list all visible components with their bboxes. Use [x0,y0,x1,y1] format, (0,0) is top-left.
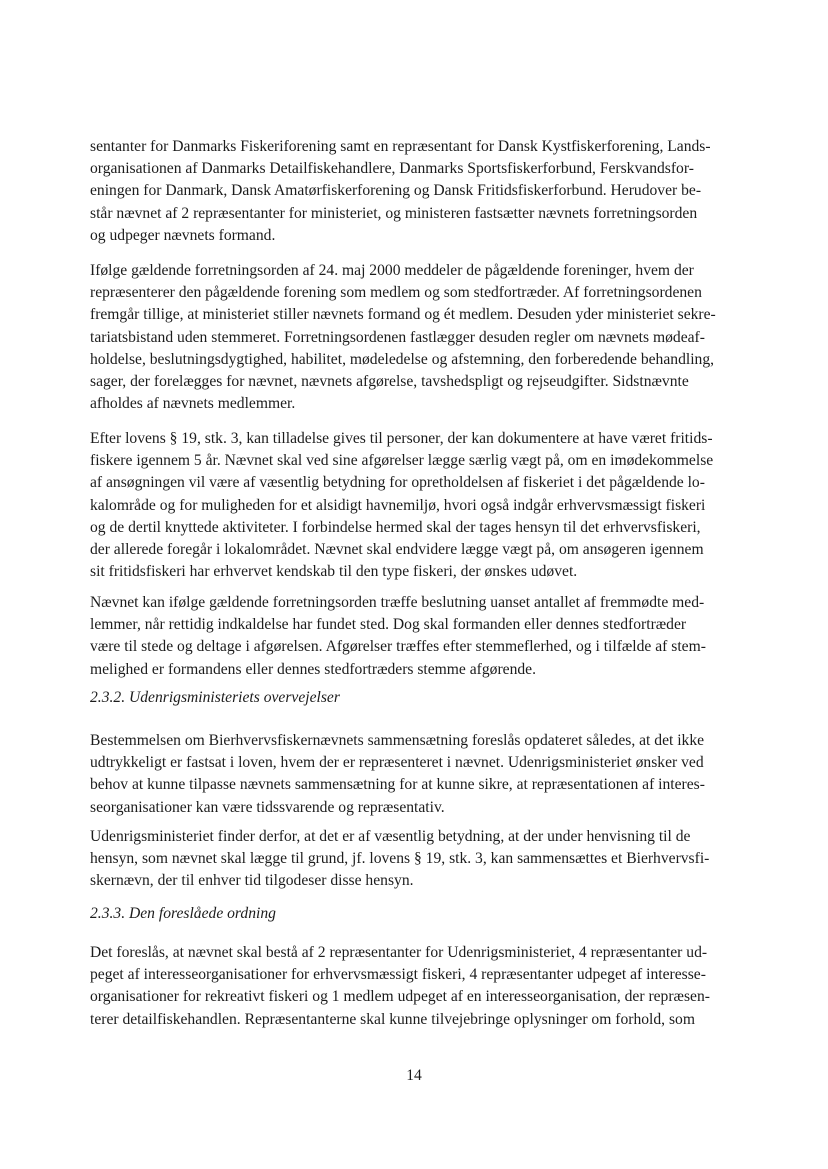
text-line: Bestemmelsen om Bierhvervsfiskernævnets sammensætning foreslås opdateret således, at det ikke [90,732,705,749]
text-line: står nævnet af 2 repræsentanter for ministeriet, og ministeren fastsætter nævnets forretningsorden [90,204,698,222]
text-line: der allerede foregår i lokalområdet. Nævnet skal endvidere lægge vægt på, om ansøgeren igennem [90,540,704,558]
text-line: sentanter for Danmarks Fiskeriforening samt en repræsentant for Dansk Kystfiskerforening, Lands- [90,138,711,155]
text-line: Ifølge gældende forretningsorden af 24. maj 2000 meddeler de pågældende foreninger, hvem der [90,262,694,279]
text-line: udtrykkeligt er fastsat i loven, hvem der er repræsenteret i nævnet. Udenrigsministeriet ønsker ved [90,754,704,772]
text-line: repræsenterer den pågældende forening som medlem og som stedfortræder. Af forretningsordenen [90,284,702,302]
text-line: peget af interesseorganisationer for erhvervsmæssigt fiskeri, 4 repræsentanter udpeget af interesse- [90,966,706,984]
text-line: Nævnet kan ifølge gældende forretningsorden træffe beslutning uanset antallet af fremmødte med- [90,594,705,611]
text-line: organisationer for rekreativt fiskeri og 1 medlem udpeget af en interesseorganisation, der repræsen- [90,988,710,1006]
paragraph-proposed-arrangement [90,942,736,1031]
text-line: skernævn, der til enhver tid tilgodeser disse hensyn. [90,872,414,890]
paragraph-rules-of-procedure [90,260,736,415]
text-line: kalområde og for muligheden for et alsidigt havnemiljø, hvori også indgår erhvervsmæssigt fiskeri [90,496,706,514]
paragraph-ministry-assessment [90,826,736,893]
paragraph-fisheries-representation [90,136,736,247]
text-line: eningen for Danmark, Dansk Amatørfiskerforening og Dansk Fritidsfiskerforbund. Herudover be- [90,182,702,200]
text-line: terer detailfiskehandlen. Repræsentanterne skal kunne tilvejebringe oplysninger om forhold, som [90,1010,695,1028]
paragraph-permit-criteria [90,428,736,583]
text-line: fremgår tillige, at ministeriet stiller nævnets formand og ét medlem. Desuden yder ministeriet sekre- [90,306,716,324]
section-heading: 2.3.3. Den foreslåede ordning [90,905,276,922]
text-line: sager, der forelægges for nævnet, nævnets afgørelse, tavshedspligt og rejseudgifter. Sidstnævnte [90,372,689,390]
text-line: sit fritidsfiskeri har erhvervet kendskab til den type fiskeri, der ønskes udøvet. [90,563,578,581]
text-line: Udenrigsministeriet finder derfor, at det er af væsentlig betydning, at der under henvisning til de [90,828,691,845]
text-line: hensyn, som nævnet skal lægge til grund, jf. lovens § 19, stk. 3, kan sammensættes et Bierhvervsfi- [90,850,710,868]
text-line: af ansøgningen vil være af væsentlig betydning for opretholdelsen af fiskeriet i det pågældende lo- [90,474,705,492]
text-line: afholdes af nævnets medlemmer. [90,395,296,413]
text-line: melighed er formandens eller dennes stedfortræders stemme afgørende. [90,660,536,678]
text-line: og udpeger nævnets formand. [90,226,276,244]
text-line: lemmer, når rettidig indkaldelse har fundet sted. Dog skal formanden eller dennes stedfortræder [90,616,687,634]
text-line: og de dertil knyttede aktiviteter. I forbindelse hermed skal der tages hensyn til det erhvervsfiskeri, [90,518,701,536]
text-line: fiskere igennem 5 år. Nævnet skal ved sine afgørelser lægge særlig vægt på, om en imødekommelse [90,452,714,470]
text-line: tariatsbistand uden stemmeret. Forretningsordenen fastlægger desuden regler om nævnets mødeaf- [90,328,705,346]
paragraph-quorum-rules [90,592,736,681]
text-line: være til stede og deltage i afgørelsen. Afgørelser træffes efter stemmeflerhed, og i tilfælde af stem- [90,638,706,656]
paragraph-composition-update [90,730,736,819]
text-line: holdelse, beslutningsdygtighed, habilitet, mødeledelse og afstemning, den forberedende behandling, [90,350,715,368]
text-line: Det foreslås, at nævnet skal bestå af 2 repræsentanter for Udenrigsministeriet, 4 repræsentanter ud- [90,944,708,961]
text-line: seorganisationer kan være tidssvarende og repræsentativ. [90,798,445,816]
page-number: 14 [406,1067,422,1084]
section-heading: 2.3.2. Udenrigsministeriets overvejelser [90,689,340,706]
text-line: Efter lovens § 19, stk. 3, kan tilladelse gives til personer, der kan dokumentere at have været fritids- [90,430,713,447]
text-line: organisationen af Danmarks Detailfiskehandlere, Danmarks Sportsfiskerforbund, Ferskvandsfor- [90,160,694,178]
text-line: behov at kunne tilpasse nævnets sammensætning for at kunne sikre, at repræsentationen af interes- [90,776,705,794]
